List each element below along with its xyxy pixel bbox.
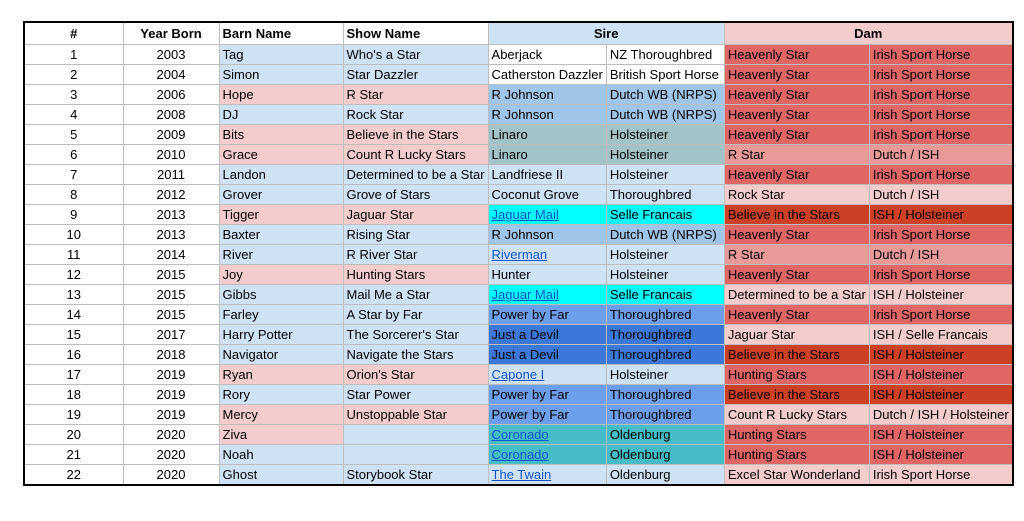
cell-dam-breed[interactable]: ISH / Holsteiner (869, 445, 1012, 465)
cell-number[interactable]: 19 (24, 405, 123, 425)
cell-dam[interactable]: R Star (724, 245, 869, 265)
cell-number[interactable]: 1 (24, 45, 123, 65)
cell-year-born[interactable]: 2009 (123, 125, 219, 145)
cell-dam-breed[interactable]: ISH / Holsteiner (869, 385, 1012, 405)
cell-sire-breed[interactable]: Dutch WB (NRPS) (606, 225, 724, 245)
table-row (24, 285, 1013, 305)
cell-show-name[interactable]: Storybook Star (343, 465, 488, 486)
cell-number[interactable]: 2 (24, 65, 123, 85)
cell-dam[interactable]: Heavenly Star (724, 165, 869, 185)
table-row (24, 145, 1013, 165)
cell-dam[interactable]: Heavenly Star (724, 85, 869, 105)
cell-year-born[interactable]: 2011 (123, 165, 219, 185)
cell-number[interactable]: 17 (24, 365, 123, 385)
cell-sire[interactable]: Catherston Dazzler (488, 65, 606, 85)
cell-dam-breed[interactable]: Irish Sport Horse (869, 225, 1012, 245)
cell-year-born[interactable]: 2015 (123, 305, 219, 325)
cell-dam-breed[interactable]: Dutch / ISH (869, 145, 1012, 165)
cell-year-born[interactable]: 2004 (123, 65, 219, 85)
cell-dam[interactable]: Jaguar Star (724, 325, 869, 345)
cell-sire[interactable] (488, 365, 606, 385)
cell-year-born[interactable]: 2013 (123, 205, 219, 225)
cell-year-born[interactable]: 2015 (123, 285, 219, 305)
cell-dam-breed[interactable]: ISH / Holsteiner (869, 205, 1012, 225)
cell-dam-breed[interactable]: ISH / Holsteiner (869, 425, 1012, 445)
cell-show-name[interactable]: Mail Me a Star (343, 285, 488, 305)
table-row (24, 405, 1013, 425)
cell-show-name[interactable]: Count R Lucky Stars (343, 145, 488, 165)
cell-dam-breed[interactable]: ISH / Selle Francais (869, 325, 1012, 345)
cell-sire-breed[interactable]: Selle Francais (606, 205, 724, 225)
cell-year-born[interactable]: 2017 (123, 325, 219, 345)
cell-dam[interactable]: Heavenly Star (724, 45, 869, 65)
cell-sire[interactable]: Just a Devil (488, 345, 606, 365)
cell-number[interactable]: 8 (24, 185, 123, 205)
cell-dam[interactable]: Heavenly Star (724, 225, 869, 245)
table-row (24, 105, 1013, 125)
cell-number[interactable]: 5 (24, 125, 123, 145)
cell-dam[interactable]: Determined to be a Star (724, 285, 869, 305)
cell-show-name[interactable]: R Star (343, 85, 488, 105)
cell-number[interactable]: 16 (24, 345, 123, 365)
cell-year-born[interactable]: 2006 (123, 85, 219, 105)
cell-dam[interactable]: R Star (724, 145, 869, 165)
cell-barn-name[interactable]: Harry Potter (219, 325, 343, 345)
cell-number[interactable]: 18 (24, 385, 123, 405)
cell-number[interactable]: 11 (24, 245, 123, 265)
cell-show-name[interactable]: Hunting Stars (343, 265, 488, 285)
cell-dam[interactable]: Heavenly Star (724, 125, 869, 145)
cell-year-born[interactable]: 2008 (123, 105, 219, 125)
cell-dam-breed[interactable]: ISH / Holsteiner (869, 285, 1012, 305)
cell-sire[interactable]: Coconut Grove (488, 185, 606, 205)
cell-sire-breed[interactable]: Holsteiner (606, 165, 724, 185)
cell-year-born[interactable]: 2020 (123, 445, 219, 465)
cell-dam-breed[interactable]: Dutch / ISH (869, 185, 1012, 205)
cell-year-born[interactable]: 2014 (123, 245, 219, 265)
sire-link[interactable]: The Twain (491, 467, 552, 482)
cell-sire-breed[interactable]: British Sport Horse (606, 65, 724, 85)
cell-show-name[interactable]: Grove of Stars (343, 185, 488, 205)
cell-number[interactable]: 13 (24, 285, 123, 305)
cell-dam-breed[interactable]: Irish Sport Horse (869, 85, 1012, 105)
table-row (24, 185, 1013, 205)
sire-link[interactable]: Jaguar Mail (491, 207, 559, 222)
cell-dam-breed[interactable]: Irish Sport Horse (869, 265, 1012, 285)
cell-year-born[interactable]: 2013 (123, 225, 219, 245)
cell-show-name[interactable]: Navigate the Stars (343, 345, 488, 365)
cell-barn-name[interactable]: River (219, 245, 343, 265)
cell-sire-breed[interactable]: Holsteiner (606, 365, 724, 385)
cell-dam-breed[interactable]: Irish Sport Horse (869, 305, 1012, 325)
cell-dam-breed[interactable]: Irish Sport Horse (869, 65, 1012, 85)
cell-dam[interactable]: Believe in the Stars (724, 205, 869, 225)
cell-year-born[interactable]: 2012 (123, 185, 219, 205)
cell-sire-breed[interactable]: NZ Thoroughbred (606, 45, 724, 65)
header-barn-name[interactable]: Barn Name (219, 22, 343, 45)
cell-dam[interactable]: Heavenly Star (724, 65, 869, 85)
cell-year-born[interactable]: 2010 (123, 145, 219, 165)
cell-sire-breed[interactable]: Thoroughbred (606, 405, 724, 425)
table-row (24, 465, 1013, 486)
pedigree-table (23, 21, 1014, 486)
cell-show-name[interactable] (343, 445, 488, 465)
cell-sire-breed[interactable]: Thoroughbred (606, 325, 724, 345)
cell-sire-breed[interactable]: Holsteiner (606, 125, 724, 145)
cell-sire[interactable] (488, 285, 606, 305)
cell-dam[interactable]: Hunting Stars (724, 425, 869, 445)
cell-dam[interactable]: Heavenly Star (724, 105, 869, 125)
cell-barn-name[interactable]: Landon (219, 165, 343, 185)
table-body (24, 45, 1013, 486)
cell-sire-breed[interactable]: Oldenburg (606, 465, 724, 486)
cell-barn-name[interactable]: Tigger (219, 205, 343, 225)
cell-sire[interactable]: Hunter (488, 265, 606, 285)
header-sire[interactable]: Sire (488, 22, 724, 45)
cell-show-name[interactable]: Jaguar Star (343, 205, 488, 225)
cell-dam-breed[interactable]: Irish Sport Horse (869, 45, 1012, 65)
cell-dam-breed[interactable]: Irish Sport Horse (869, 105, 1012, 125)
cell-show-name[interactable]: A Star by Far (343, 305, 488, 325)
cell-sire-breed[interactable]: Holsteiner (606, 245, 724, 265)
cell-barn-name[interactable]: Grace (219, 145, 343, 165)
header-year-born[interactable]: Year Born (123, 22, 219, 45)
cell-number[interactable]: 14 (24, 305, 123, 325)
cell-sire[interactable]: Aberjack (488, 45, 606, 65)
cell-number[interactable]: 20 (24, 425, 123, 445)
cell-dam[interactable]: Count R Lucky Stars (724, 405, 869, 425)
table-row (24, 385, 1013, 405)
cell-barn-name[interactable]: Ryan (219, 365, 343, 385)
cell-sire-breed[interactable]: Thoroughbred (606, 185, 724, 205)
cell-year-born[interactable]: 2018 (123, 345, 219, 365)
cell-sire[interactable] (488, 245, 606, 265)
cell-number[interactable]: 3 (24, 85, 123, 105)
sire-link[interactable]: Capone I (491, 367, 545, 382)
table-row (24, 125, 1013, 145)
cell-show-name[interactable]: Believe in the Stars (343, 125, 488, 145)
cell-sire-breed[interactable]: Thoroughbred (606, 305, 724, 325)
sire-link[interactable]: Coronado (491, 447, 549, 462)
cell-number[interactable]: 9 (24, 205, 123, 225)
cell-sire-breed[interactable]: Holsteiner (606, 265, 724, 285)
cell-number[interactable]: 10 (24, 225, 123, 245)
table-row (24, 365, 1013, 385)
cell-year-born[interactable]: 2020 (123, 425, 219, 445)
cell-dam[interactable]: Believe in the Stars (724, 385, 869, 405)
cell-barn-name[interactable]: DJ (219, 105, 343, 125)
cell-barn-name[interactable]: Noah (219, 445, 343, 465)
cell-number[interactable]: 6 (24, 145, 123, 165)
cell-sire[interactable]: R Johnson (488, 85, 606, 105)
cell-dam-breed[interactable]: Dutch / ISH / Holsteiner (869, 405, 1012, 425)
table-row (24, 265, 1013, 285)
cell-dam[interactable]: Rock Star (724, 185, 869, 205)
cell-barn-name[interactable]: Mercy (219, 405, 343, 425)
cell-year-born[interactable]: 2019 (123, 405, 219, 425)
header-number[interactable]: # (24, 22, 123, 45)
cell-show-name[interactable]: Rising Star (343, 225, 488, 245)
table-row (24, 85, 1013, 105)
header-dam[interactable]: Dam (724, 22, 1012, 45)
cell-sire-breed[interactable]: Oldenburg (606, 445, 724, 465)
cell-show-name[interactable]: Rock Star (343, 105, 488, 125)
cell-number[interactable]: 12 (24, 265, 123, 285)
cell-sire-breed[interactable]: Dutch WB (NRPS) (606, 105, 724, 125)
cell-number[interactable]: 22 (24, 465, 123, 486)
cell-sire[interactable]: R Johnson (488, 225, 606, 245)
cell-sire[interactable]: Just a Devil (488, 325, 606, 345)
cell-sire[interactable] (488, 445, 606, 465)
cell-sire-breed[interactable]: Selle Francais (606, 285, 724, 305)
cell-dam-breed[interactable]: Irish Sport Horse (869, 125, 1012, 145)
cell-dam-breed[interactable]: Dutch / ISH (869, 245, 1012, 265)
cell-dam[interactable]: Heavenly Star (724, 265, 869, 285)
cell-sire[interactable]: Linaro (488, 125, 606, 145)
cell-number[interactable]: 21 (24, 445, 123, 465)
cell-sire[interactable]: Landfriese II (488, 165, 606, 185)
cell-show-name[interactable] (343, 425, 488, 445)
cell-number[interactable]: 4 (24, 105, 123, 125)
table-row (24, 245, 1013, 265)
cell-year-born[interactable]: 2019 (123, 385, 219, 405)
cell-year-born[interactable]: 2015 (123, 265, 219, 285)
cell-number[interactable]: 15 (24, 325, 123, 345)
cell-show-name[interactable]: Orion's Star (343, 365, 488, 385)
cell-dam-breed[interactable]: Irish Sport Horse (869, 465, 1012, 486)
cell-show-name[interactable]: Unstoppable Star (343, 405, 488, 425)
cell-show-name[interactable]: Determined to be a Star (343, 165, 488, 185)
cell-barn-name[interactable]: Simon (219, 65, 343, 85)
cell-show-name[interactable]: Star Power (343, 385, 488, 405)
cell-barn-name[interactable]: Gibbs (219, 285, 343, 305)
cell-show-name[interactable]: Who's a Star (343, 45, 488, 65)
sire-link[interactable]: Coronado (491, 427, 549, 442)
cell-barn-name[interactable]: Joy (219, 265, 343, 285)
header-row (24, 22, 1013, 45)
cell-show-name[interactable]: The Sorcerer's Star (343, 325, 488, 345)
cell-barn-name[interactable]: Hope (219, 85, 343, 105)
cell-year-born[interactable]: 2019 (123, 365, 219, 385)
cell-barn-name[interactable]: Ghost (219, 465, 343, 486)
table-row (24, 325, 1013, 345)
cell-dam[interactable]: Hunting Stars (724, 445, 869, 465)
cell-barn-name[interactable]: Farley (219, 305, 343, 325)
table-row (24, 225, 1013, 245)
cell-number[interactable]: 7 (24, 165, 123, 185)
cell-dam-breed[interactable]: Irish Sport Horse (869, 165, 1012, 185)
table-row (24, 445, 1013, 465)
cell-sire[interactable]: Power by Far (488, 305, 606, 325)
cell-sire[interactable]: Linaro (488, 145, 606, 165)
table-row (24, 205, 1013, 225)
cell-barn-name[interactable]: Grover (219, 185, 343, 205)
cell-sire-breed[interactable]: Holsteiner (606, 145, 724, 165)
table-row (24, 305, 1013, 325)
cell-sire[interactable] (488, 425, 606, 445)
cell-show-name[interactable]: R River Star (343, 245, 488, 265)
cell-sire-breed[interactable]: Thoroughbred (606, 385, 724, 405)
table-row (24, 345, 1013, 365)
header-show-name[interactable]: Show Name (343, 22, 488, 45)
cell-dam-breed[interactable]: ISH / Holsteiner (869, 345, 1012, 365)
cell-sire-breed[interactable]: Oldenburg (606, 425, 724, 445)
cell-barn-name[interactable]: Tag (219, 45, 343, 65)
table-row (24, 45, 1013, 65)
cell-sire-breed[interactable]: Thoroughbred (606, 345, 724, 365)
cell-dam[interactable]: Heavenly Star (724, 305, 869, 325)
cell-dam[interactable]: Hunting Stars (724, 365, 869, 385)
cell-barn-name[interactable]: Navigator (219, 345, 343, 365)
cell-barn-name[interactable]: Ziva (219, 425, 343, 445)
table-row (24, 425, 1013, 445)
cell-sire-breed[interactable]: Dutch WB (NRPS) (606, 85, 724, 105)
sire-link[interactable]: Jaguar Mail (491, 287, 559, 302)
cell-sire[interactable]: R Johnson (488, 105, 606, 125)
cell-dam[interactable]: Believe in the Stars (724, 345, 869, 365)
cell-barn-name[interactable]: Bits (219, 125, 343, 145)
cell-dam[interactable]: Excel Star Wonderland (724, 465, 869, 486)
cell-sire[interactable]: Power by Far (488, 385, 606, 405)
cell-barn-name[interactable]: Rory (219, 385, 343, 405)
cell-year-born[interactable]: 2020 (123, 465, 219, 486)
cell-year-born[interactable]: 2003 (123, 45, 219, 65)
table-row (24, 165, 1013, 185)
sire-link[interactable]: Riverman (491, 247, 548, 262)
cell-barn-name[interactable]: Baxter (219, 225, 343, 245)
table-row (24, 65, 1013, 85)
cell-sire[interactable]: Power by Far (488, 405, 606, 425)
cell-show-name[interactable]: Star Dazzler (343, 65, 488, 85)
cell-sire[interactable] (488, 465, 606, 486)
cell-sire[interactable] (488, 205, 606, 225)
cell-dam-breed[interactable]: ISH / Holsteiner (869, 365, 1012, 385)
